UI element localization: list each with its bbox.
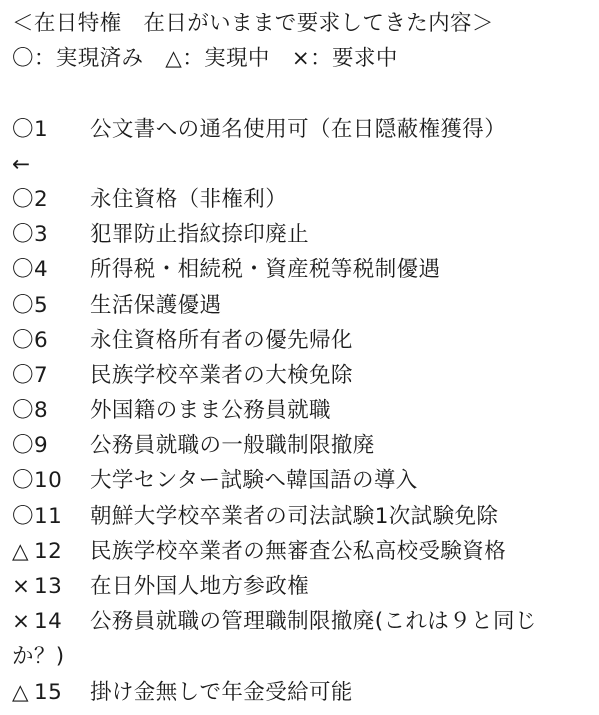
item-text: 犯罪防止指紋捺印廃止: [90, 222, 310, 248]
item-text: 所得税・相続税・資産税等税制優遇: [90, 257, 441, 283]
list-item: [12, 534, 589, 569]
list-item: [12, 569, 589, 604]
item-number: 10: [34, 468, 63, 494]
list-item: [12, 463, 589, 498]
status-mark: 〇: [12, 116, 34, 142]
item-text: 公文書への通名使用可（在日隠蔽権獲得）: [90, 116, 507, 142]
item-text: 公務員就職の一般職制限撤廃: [90, 433, 375, 459]
item-text: 民族学校卒業者の無審査公私高校受験資格: [90, 538, 507, 564]
status-mark: △: [12, 538, 29, 564]
item-text: 永住資格所有者の優先帰化: [90, 327, 353, 353]
list-item: [12, 499, 589, 534]
item-number: 11: [34, 503, 63, 529]
status-mark: ×: [12, 609, 31, 635]
item-number: 4: [34, 257, 49, 283]
status-mark: 〇: [12, 257, 34, 283]
arrow-line: [12, 147, 589, 182]
status-mark: 〇: [12, 186, 34, 212]
status-mark: 〇: [12, 362, 34, 388]
left-arrow-icon: ←: [12, 151, 31, 177]
item-number: 8: [34, 398, 49, 424]
item-text: 掛け金無しで年金受給可能: [90, 679, 353, 705]
item-text: 在日外国人地方参政権: [90, 574, 310, 599]
status-mark: △: [12, 679, 29, 705]
title: ＜在日特権 在日がいままで要求してきた内容＞: [12, 11, 494, 36]
item-text: 民族学校卒業者の大検免除: [90, 362, 353, 388]
item-number: 5: [34, 292, 49, 318]
list-item: [12, 604, 589, 674]
status-mark: ×: [12, 574, 31, 599]
list-item: [12, 112, 589, 147]
status-mark: 〇: [12, 503, 34, 529]
item-number: 6: [34, 327, 49, 353]
item-number: 2: [34, 186, 49, 212]
item-number: 13: [34, 574, 63, 599]
item-number: 15: [34, 679, 63, 705]
item-text: 公務員就職の管理職制限撤廃(これは９と同じか？): [12, 609, 537, 670]
list-item: [12, 217, 589, 252]
status-mark: 〇: [12, 433, 34, 459]
list-item: [12, 428, 589, 463]
item-text: 外国籍のまま公務員就職: [90, 398, 331, 424]
status-mark: 〇: [12, 327, 34, 353]
item-number: 1: [34, 116, 49, 142]
blank-line: [12, 76, 589, 111]
item-number: 9: [34, 433, 49, 459]
status-mark: 〇: [12, 222, 34, 248]
list-item: [12, 182, 589, 217]
item-text: 朝鮮大学校卒業者の司法試験1次試験免除: [90, 503, 499, 529]
list-item: [12, 288, 589, 323]
list-item: [12, 358, 589, 393]
list-item: [12, 675, 589, 710]
list-item: [12, 252, 589, 287]
list-item: [12, 393, 589, 428]
item-number: 3: [34, 222, 49, 248]
status-mark: 〇: [12, 468, 34, 494]
status-mark: 〇: [12, 398, 34, 424]
status-mark: 〇: [12, 292, 34, 318]
item-number: 12: [34, 538, 63, 564]
item-number: 14: [34, 609, 63, 635]
item-text: 生活保護優遇: [90, 292, 222, 318]
item-text: 大学センター試験へ韓国語の導入: [90, 468, 418, 494]
list-item: [12, 323, 589, 358]
legend: 〇：実現済み △：実現中 ×：要求中: [12, 46, 398, 72]
item-text: 永住資格（非権利）: [90, 186, 288, 212]
item-number: 7: [34, 362, 49, 388]
